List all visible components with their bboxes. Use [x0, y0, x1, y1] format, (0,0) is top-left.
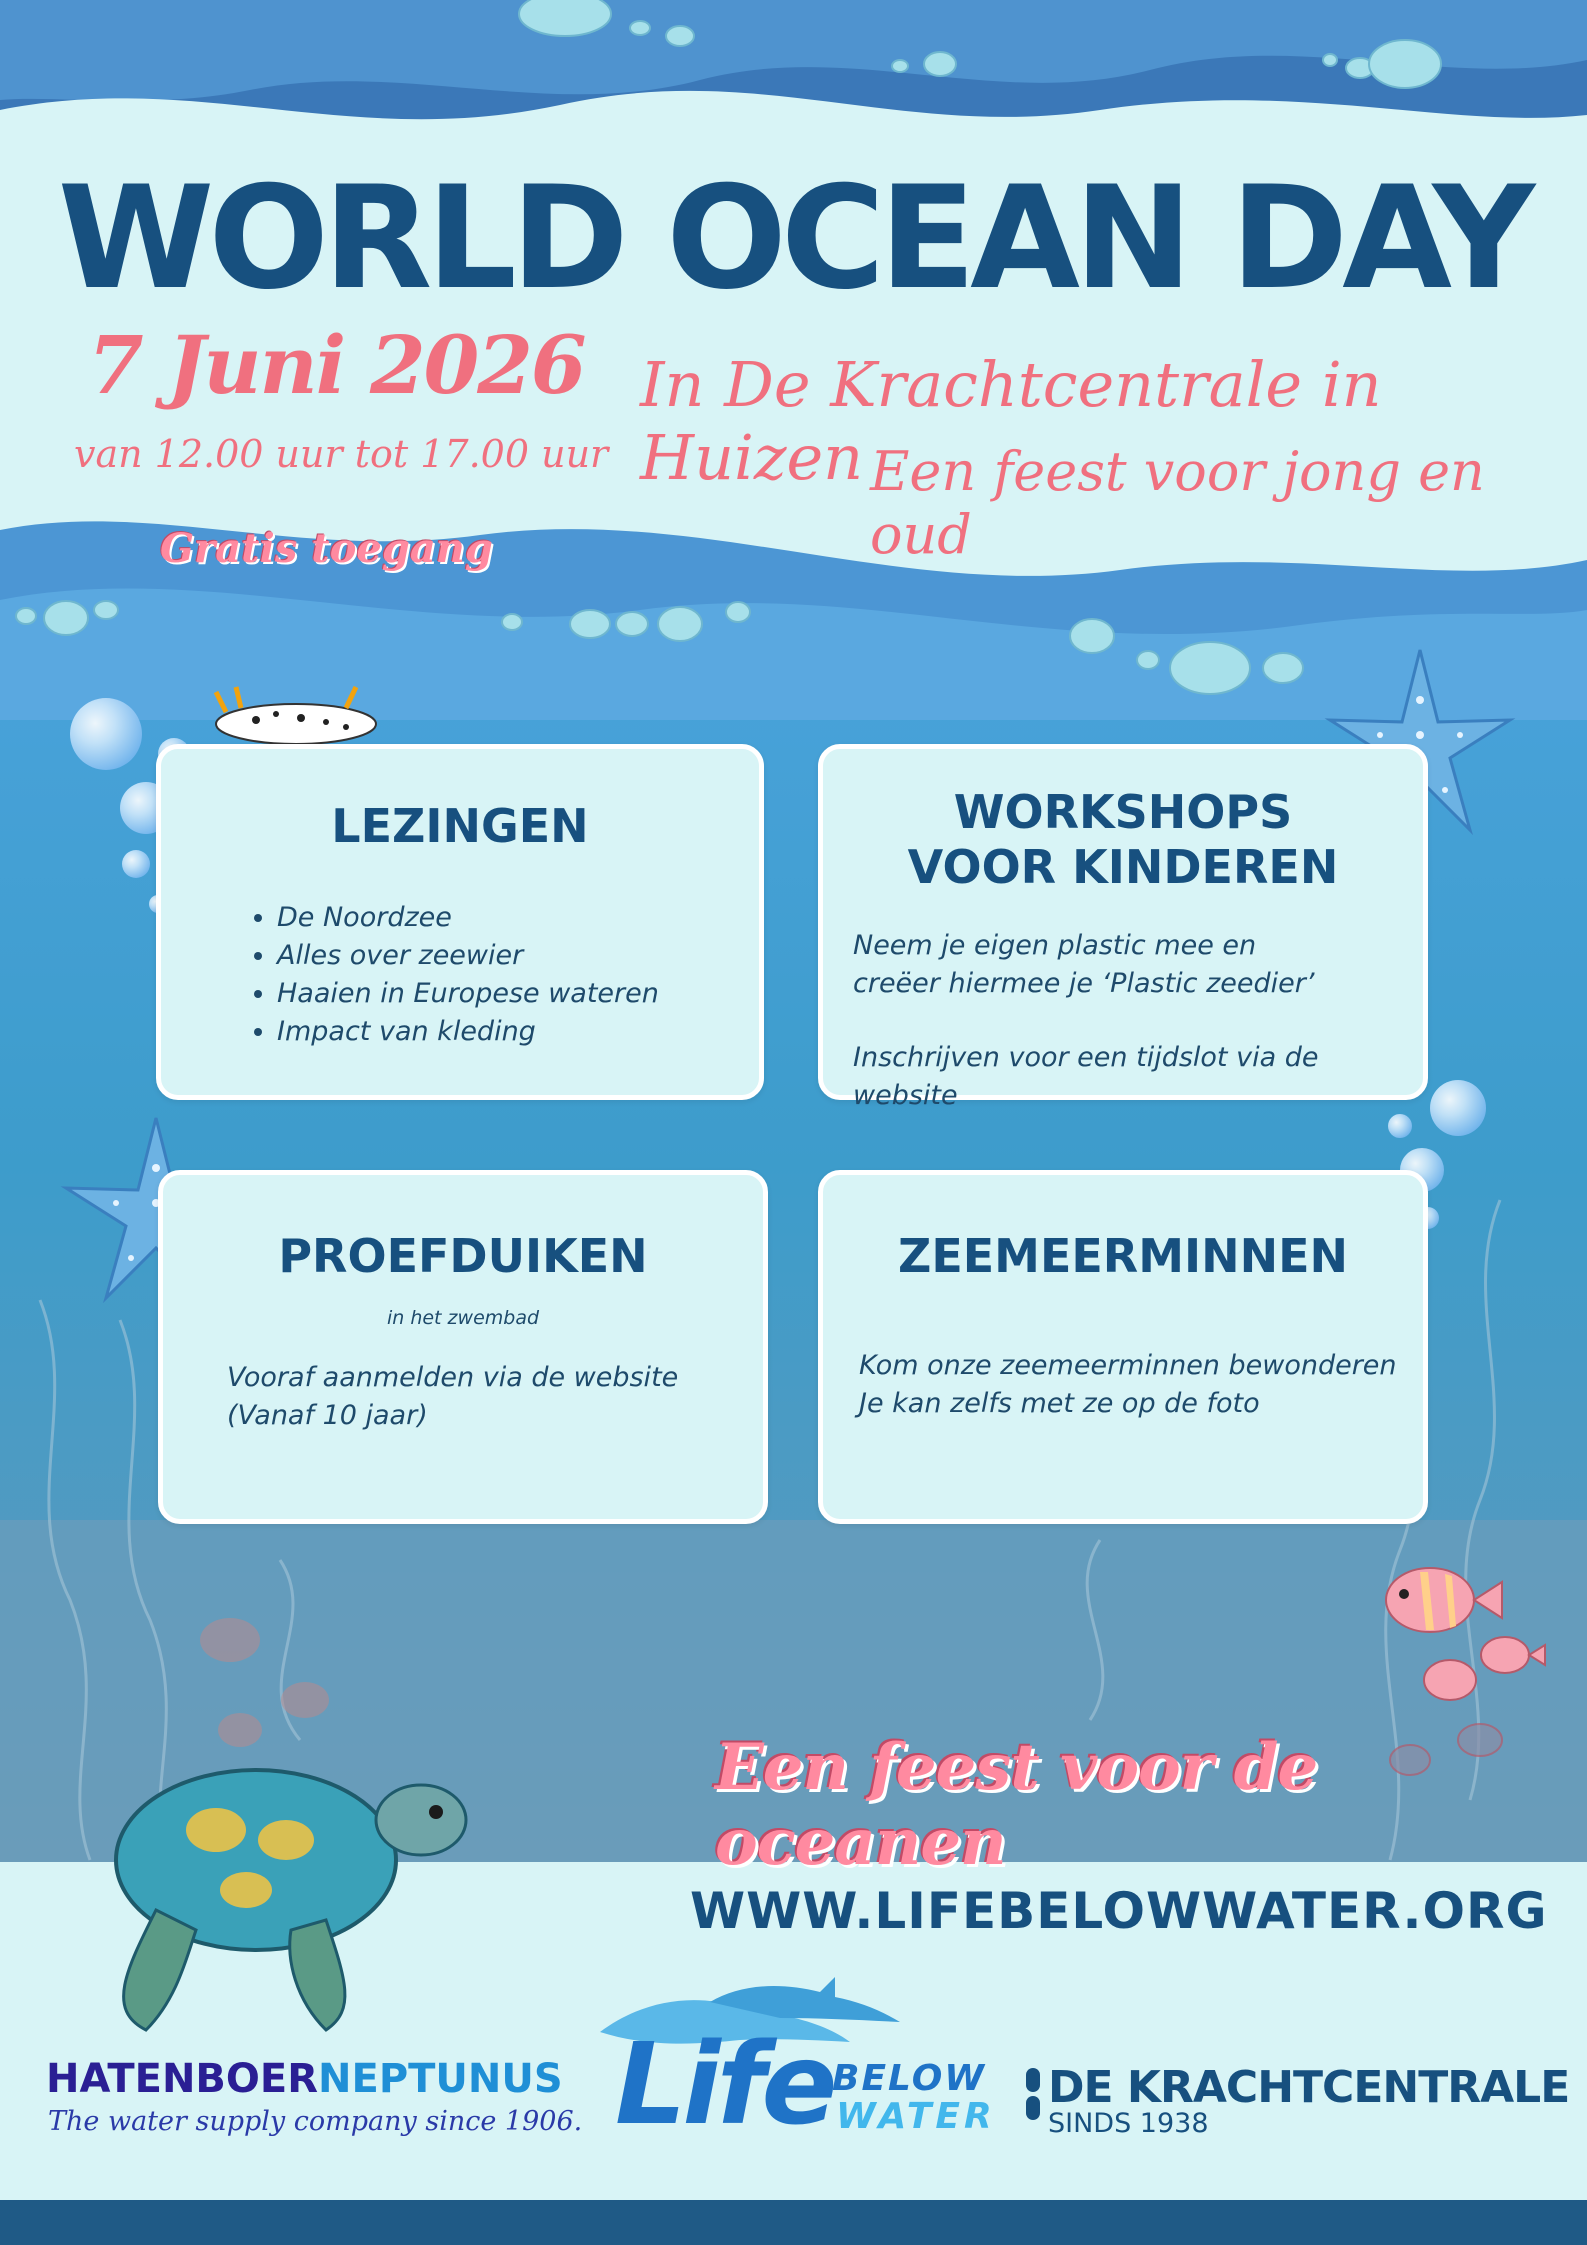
workshop-description: Neem je eigen plastic mee en creëer hiermee je ‘Plastic zeedier’ Inschrijven voor een tijdslot via de website	[853, 930, 1319, 1111]
lecture-list	[251, 899, 659, 1051]
list-item: • Impact van kleding	[277, 1013, 659, 1051]
hatenboer-logo: HATENBOERNEPTUNUS	[46, 2056, 563, 2102]
admission-badge: Gratis toegang	[160, 525, 493, 572]
list-item: • De Noordzee	[277, 899, 659, 937]
sea-slug-icon	[206, 672, 386, 752]
event-time: van 12.00 uur tot 17.00 uur	[74, 432, 609, 476]
list-item: • Haaien in Europese wateren	[277, 975, 659, 1013]
card-workshops	[818, 744, 1428, 1111]
card-title: ZEEMEERMINNEN	[897, 1229, 1349, 1283]
event-venue: In De Krachtcentrale in Huizen	[640, 348, 1382, 494]
card-zeemeerminnen	[818, 1170, 1428, 1524]
card-title: WORKSHOPS VOOR KINDEREN	[907, 785, 1339, 895]
krachtcentrale-logo: DE KRACHTCENTRALE	[1048, 2062, 1570, 2113]
website-link[interactable]: WWW.LIFEBELOWWATER.ORG	[690, 1882, 1548, 1940]
logo-below-text: BELOW	[832, 2058, 986, 2099]
hatenboer-tagline: The water supply company since 1906.	[48, 2106, 583, 2137]
card-subtitle: in het zwembad	[386, 1307, 540, 1329]
slogan: Een feest voor de oceanen	[715, 1730, 1318, 1880]
mermaid-description: Kom onze zeemeerminnen bewonderen Je kan zelfs met ze op de foto	[859, 1350, 1397, 1419]
tropical-fish-icon	[190, 1610, 350, 1760]
list-item: • Alles over zeewier	[277, 937, 659, 975]
page-title: WORLD OCEAN DAY	[57, 156, 1530, 321]
card-lezingen	[156, 744, 764, 1100]
krachtcentrale-logo-icon	[1024, 2068, 1042, 2120]
card-title: PROEFDUIKEN	[278, 1229, 648, 1283]
event-date: 7 Juni 2026	[88, 318, 585, 412]
life-below-water-logo: Life	[615, 2020, 834, 2150]
logo-water-text: WATER	[836, 2096, 996, 2137]
card-title: LEZINGEN	[331, 799, 589, 853]
card-proefduiken	[158, 1170, 768, 1524]
event-tagline: Een feest voor jong en oud	[870, 440, 1485, 566]
sea-turtle-icon	[76, 1740, 476, 2040]
krachtcentrale-since: SINDS 1938	[1048, 2108, 1209, 2139]
dive-description: Vooraf aanmelden via de website (Vanaf 10 jaar)	[227, 1362, 679, 1431]
